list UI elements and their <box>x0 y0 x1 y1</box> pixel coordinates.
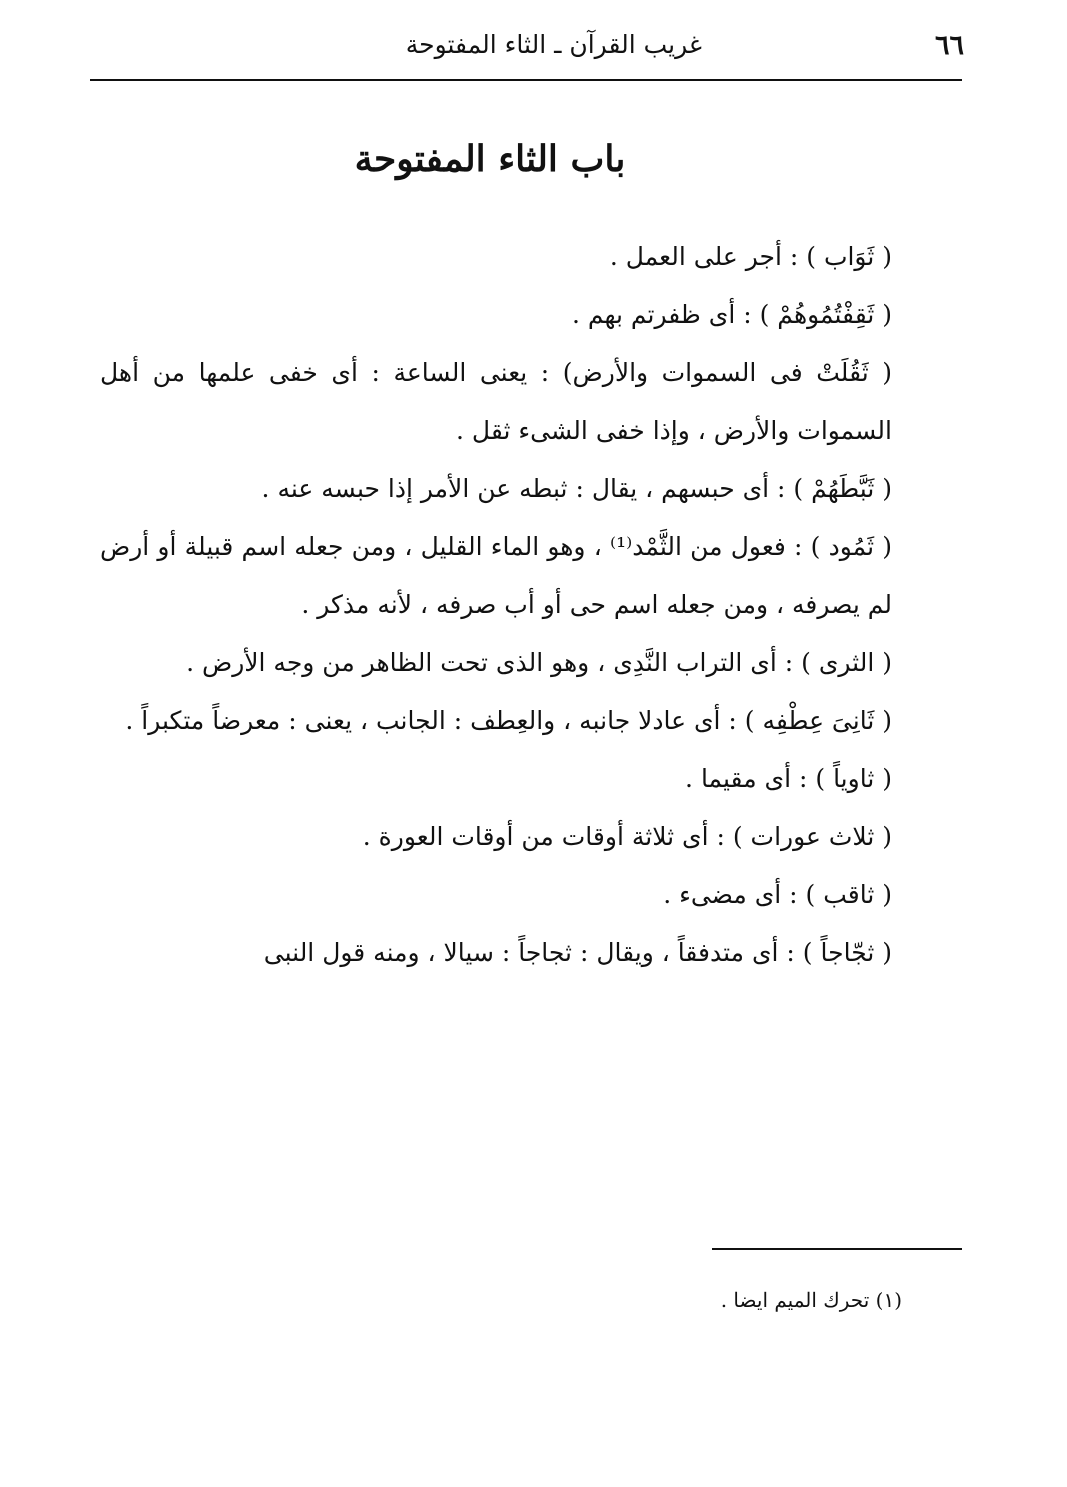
entry: ( ثاقب ) : أى مضىء . <box>663 880 892 909</box>
running-title: غريب القرآن ـ الثاء المفتوحة <box>405 30 702 59</box>
page-number: ٦٦ <box>934 30 964 61</box>
running-head <box>90 22 970 82</box>
footnote: (١) تحرك الميم ايضا . <box>720 1288 902 1312</box>
entry: ( الثرى ) : أى التراب النَّدِى ، وهو الذى تحت الظاهر من وجه الأرض . <box>186 648 892 677</box>
entry: ( ثجّاجاً ) : أى متدفقاً ، ويقال : ثجاجاً : سيالا ، ومنه قول النبى <box>263 938 892 967</box>
entry: ( ثاوياً ) : أى مقيما . <box>685 764 892 793</box>
entry: ( ثَقِفْتُمُوهُمْ ) : أى ظفرتم بهم . <box>571 300 892 329</box>
entry: ( ثَوَاب ) : أجر على العمل . <box>609 242 892 271</box>
entry: ( ثَانِىَ عِطْفِه ) : أى عادلا جانبه ، والعِطف : الجانب ، يعنى : معرضاً متكبراً . <box>125 706 892 735</box>
footnote-rule <box>712 1248 962 1250</box>
entry: ( ثَبَّطَهُمْ ) : أى حبسهم ، يقال : ثبطه عن الأمر إذا حبسه عنه . <box>261 474 892 503</box>
body-text <box>100 228 942 982</box>
entry: ( ثَقُلَتْ فى السموات والأرض) : يعنى الساعة : أى خفى علمها من أهل السموات والأرض ، وإذا خفى الشىء ثقل . <box>100 358 892 445</box>
chapter-title: باب الثاء المفتوحة <box>354 138 626 180</box>
entry: ( ثلاث عورات ) : أى ثلاثة أوقات من أوقات العورة . <box>362 822 892 851</box>
entry: ( ثَمُود ) : فعول من الثَّمْد⁽¹⁾ ، وهو الماء القليل ، ومن جعله اسم قبيلة أو أرض لم يصرفه ، ومن جعله اسم حى أو أب صرفه ، لأنه مذكر . <box>100 532 893 619</box>
header-rule <box>90 79 962 81</box>
